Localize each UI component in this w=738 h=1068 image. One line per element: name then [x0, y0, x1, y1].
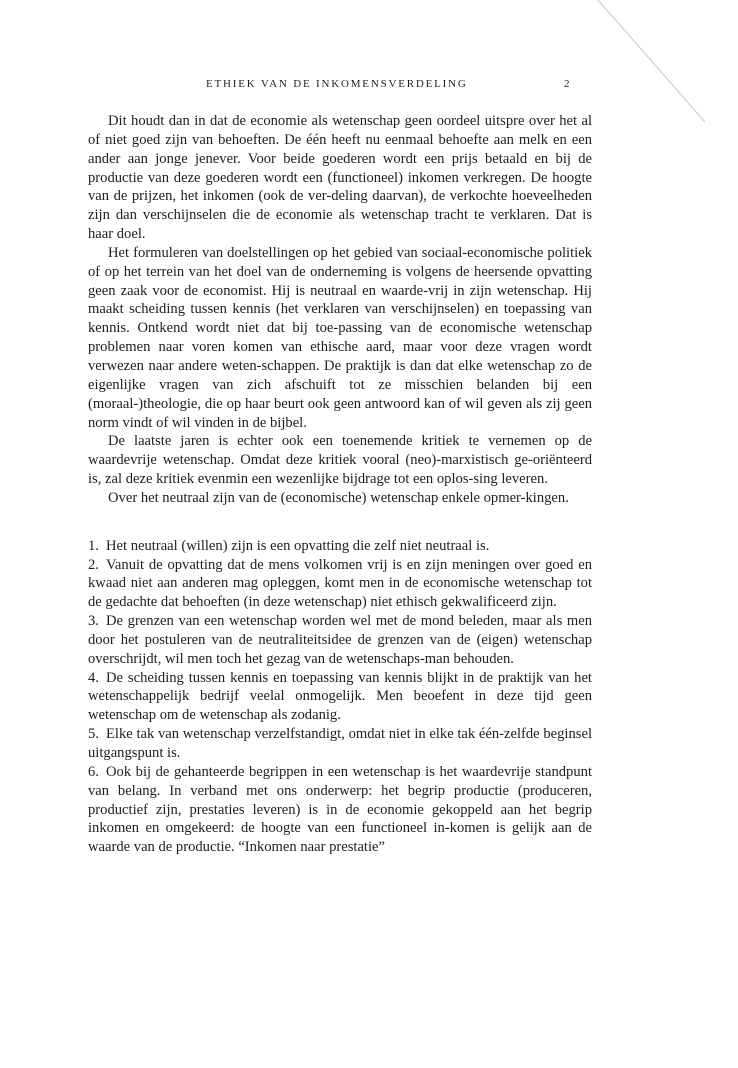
paragraph: Dit houdt dan in dat de economie als wetenschap geen oordeel uitspre over het al of niet goed zijn van behoeften. De één heeft nu eenmaal behoefte aan melk en een ander aan jonge jenever. Voor beide goederen wordt een prijs betaald en bij de productie van deze goederen wordt een (functioneel) inkomen verkregen. De hoogte van de prijzen, het inkomen (ook de ver-deling daarvan), de verkochte hoeveelheden zijn dan verschijnselen die de economie als wetenschap tracht te verklaren. Dat is haar doel. — [88, 113, 592, 243]
list-item-text: De grenzen van een wetenschap worden wel met de mond beleden, maar als men door het postuleren van de neutraliteitsidee de grenzen van de (eigen) wetenschap overschrijdt, wil men toch het gezag van de wetenschaps-man behouden. — [88, 613, 592, 667]
paragraph: Het formuleren van doelstellingen op het gebied van sociaal-economische politiek of op het terrein van het doel van de onderneming is volgens de heersende opvatting geen zaak voor de economist. Hij is neutraal en waarde-vrij in zijn wetenschap. Hij maakt scheiding tussen kennis (het verklaren van verschijnselen) en toepassing van kennis. Ontkend wordt niet dat bij toe-passing van de economische wetenschap problemen naar voren komen van ethische aard, maar voor deze vragen wordt verwezen naar andere weten-schappen. De praktijk is dan dat elke wetenschap zo de eigenlijke vragen van zich afschuift tot ze misschien belanden bij een (moraal-)theologie, die op haar beurt ook geen antwoord kan of wil geven als zij geen norm vindt of wil vinden in de bijbel. — [88, 244, 592, 431]
list-item — [88, 612, 592, 669]
list-item-number: 2. — [88, 556, 99, 573]
list-item-text: Vanuit de opvatting dat de mens volkomen vrij is en zijn meningen over goed en kwaad niet aan anderen mag opleggen, komt men in de economische wetenschap tot de gedachte dat behoeften (in deze wetenschap) niet ethisch gekwalificeerd zijn. — [88, 556, 592, 611]
list-item — [88, 725, 592, 763]
list-item — [88, 763, 592, 857]
list-item-text: De scheiding tussen kennis en toepassing van kennis blijkt in de praktijk van het wetenschappelijk bedrijf veelal onmogelijk. Men beoefent in deze tijd geen wetenschap om de wetenschap als zodanig. — [88, 669, 592, 724]
list-item-number: 5. — [88, 726, 99, 743]
list-item-number: 4. — [88, 669, 99, 686]
list-item-number: 3. — [88, 613, 99, 630]
list-item-number: 6. — [88, 763, 99, 780]
paragraph: De laatste jaren is echter ook een toenemende kritiek te vernemen op de waardevrije wetenschap. Omdat deze kritiek vooral (neo)-marxistisch ge-oriënteerd is, zal deze kritiek evenmin een wezenlijke bijdrage tot een oplos-sing leveren. — [88, 433, 592, 488]
list-item — [88, 669, 592, 726]
numbered-list — [88, 537, 592, 857]
list-item-number: 1. — [88, 537, 99, 554]
running-head-title: ETHIEK VAN DE INKOMENSVERDELING — [206, 78, 468, 90]
list-item-text: Het neutraal (willen) zijn is een opvatting die zelf niet neutraal is. — [106, 537, 490, 554]
list-item — [88, 556, 592, 613]
body-text — [88, 112, 592, 857]
list-item-text: Ook bij de gehanteerde begrippen in een wetenschap is het waardevrije standpunt van belang. In verband met ons onderwerp: het begrip productie (produceren, productief zijn, prestaties leveren) is in de economie gekoppeld aan het begrip inkomen en omgekeerd: de hoogte van een functioneel in-komen is gelijk aan de waarde van de productie. “Inkomen naar prestatie” — [88, 763, 592, 856]
paragraph: Over het neutraal zijn van de (economische) wetenschap enkele opmer-kingen. — [108, 489, 569, 506]
page-number: 2 — [564, 78, 572, 90]
list-item — [88, 537, 592, 556]
list-item-text: Elke tak van wetenschap verzelfstandigt, omdat niet in elke tak één-zelfde beginsel uitgangspunt is. — [88, 726, 592, 761]
